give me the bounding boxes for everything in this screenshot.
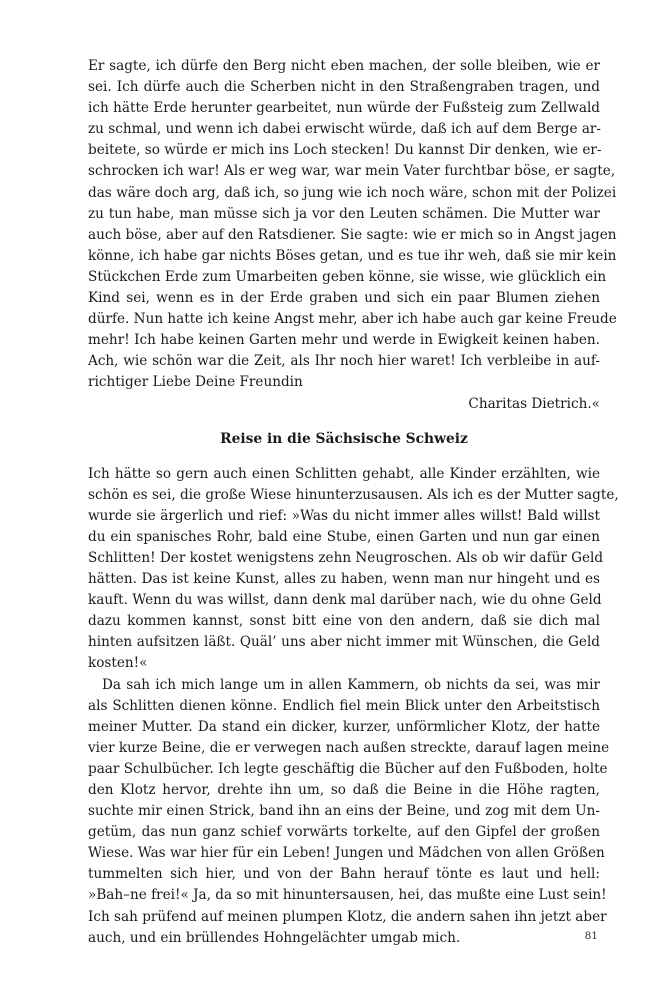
text-line: das wäre doch arg, daß ich, so jung wie ich noch wäre, schon mit der Polizei — [88, 184, 617, 201]
page-body — [88, 56, 619, 949]
text-line: beitete, so würde er mich ins Loch stecken! Du kannst Dir denken, wie er- — [88, 142, 602, 159]
text-line: ich hätte Erde herunter gearbeitet, nun würde der Fußsteig zum Zellwald — [88, 100, 600, 117]
text-line: meiner Mutter. Da stand ein dicker, kurzer, unförmlicher Klotz, der hatte — [88, 718, 600, 735]
text-line: suchte mir einen Strick, band ihn an eins der Beine, und zog mit dem Un- — [88, 803, 600, 820]
text-line: könne, ich habe gar nichts Böses getan, und es tue ihr weh, daß sie mir kein — [88, 247, 617, 264]
text-line: getüm, das nun ganz schief vorwärts torkelte, auf den Gipfel der großen — [88, 824, 600, 841]
text-line: du ein spanisches Rohr, bald eine Stube, einen Garten und nun gar einen — [88, 528, 600, 545]
text-line: kosten!« — [88, 655, 148, 672]
text-line: »Bah–ne frei!« Ja, da so mit hinuntersausen, hei, das mußte eine Lust sein! — [88, 887, 607, 904]
text-line: Schlitten! Der kostet wenigstens zehn Neugroschen. Als ob wir dafür Geld — [88, 549, 604, 566]
text-line: sei. Ich dürfe auch die Scherben nicht in den Straßengraben tragen, und — [88, 79, 600, 96]
text-line: vier kurze Beine, die er verwegen nach außen streckte, darauf lagen meine — [88, 739, 610, 756]
paragraph-2 — [88, 675, 610, 949]
text-line: Wiese. Was war hier für ein Leben! Jungen und Mädchen von allen Größen — [88, 845, 605, 862]
text-line: zu tun habe, man müsse sich ja vor den Leuten schämen. Die Mutter war — [88, 205, 600, 222]
letter-text — [88, 56, 617, 415]
text-line: hätten. Das ist keine Kunst, alles zu haben, wenn man nur hingeht und es — [88, 571, 600, 588]
text-line: dürfe. Nun hatte ich keine Angst mehr, aber ich habe auch gar keine Freude — [88, 311, 617, 328]
text-line: paar Schulbücher. Ich legte geschäftig die Bücher auf den Fußboden, holte — [88, 760, 608, 777]
text-line: Ach, wie schön war die Zeit, als Ihr noch hier waret! Ich verbleibe in auf- — [88, 353, 600, 370]
text-line: richtiger Liebe Deine Freundin — [88, 374, 303, 391]
letter-signature: Charitas Dietrich.« — [468, 395, 600, 412]
text-line: als Schlitten dienen könne. Endlich fiel mein Blick unter den Arbeitstisch — [88, 697, 600, 714]
text-line: wurde sie ärgerlich und rief: »Was du nicht immer alles willst! Bald willst — [88, 507, 600, 524]
text-line: zu schmal, und wenn ich dabei erwischt würde, daß ich auf dem Berge ar- — [88, 121, 602, 138]
section-heading: Reise in die Sächsische Schweiz — [220, 430, 468, 447]
text-line: auch böse, aber auf den Ratsdiener. Sie sagte: wie er mich so in Angst jagen — [88, 226, 617, 243]
text-line: tummelten sich hier, und von der Bahn herauf tönte es laut und hell: — [88, 866, 600, 883]
text-line: den Klotz hervor, drehte ihn um, so daß die Beine in die Höhe ragten, — [88, 782, 600, 798]
text-line: kauft. Wenn du was willst, dann denk mal darüber nach, wie du ohne Geld — [88, 592, 602, 609]
text-line: Da sah ich mich lange um in allen Kammern, ob nichts da sei, was mir — [102, 676, 600, 693]
page-number: 81 — [584, 930, 598, 942]
text-line: schrocken ich war! Als er weg war, war mein Vater furchtbar böse, er sagte, — [88, 163, 616, 180]
text-line: auch, und ein brüllendes Hohngelächter umgab mich. — [88, 929, 461, 946]
text-line: mehr! Ich habe keinen Garten mehr und werde in Ewigkeit keinen haben. — [88, 332, 600, 349]
paragraph-1 — [88, 464, 619, 675]
text-line: Er sagte, ich dürfe den Berg nicht eben machen, der solle bleiben, wie er — [88, 58, 600, 74]
text-line: Ich hätte so gern auch einen Schlitten gehabt, alle Kinder erzählten, wie — [88, 465, 600, 482]
text-line: Ich sah prüfend auf meinen plumpen Klotz, die andern sahen ihn jetzt aber — [88, 908, 607, 925]
text-line: Stückchen Erde zum Umarbeiten geben könne, sie wisse, wie glücklich ein — [88, 268, 607, 285]
text-line: Kind sei, wenn es in der Erde graben und sich ein paar Blumen ziehen — [88, 290, 600, 307]
text-line: schön es sei, die große Wiese hinunterzusausen. Als ich es der Mutter sagte, — [88, 486, 619, 503]
text-line: hinten aufsitzen läßt. Quäl’ uns aber nicht immer mit Wünschen, die Geld — [88, 634, 600, 651]
text-line: dazu kommen kannst, sonst bitt eine von den andern, daß sie dich mal — [88, 613, 600, 630]
